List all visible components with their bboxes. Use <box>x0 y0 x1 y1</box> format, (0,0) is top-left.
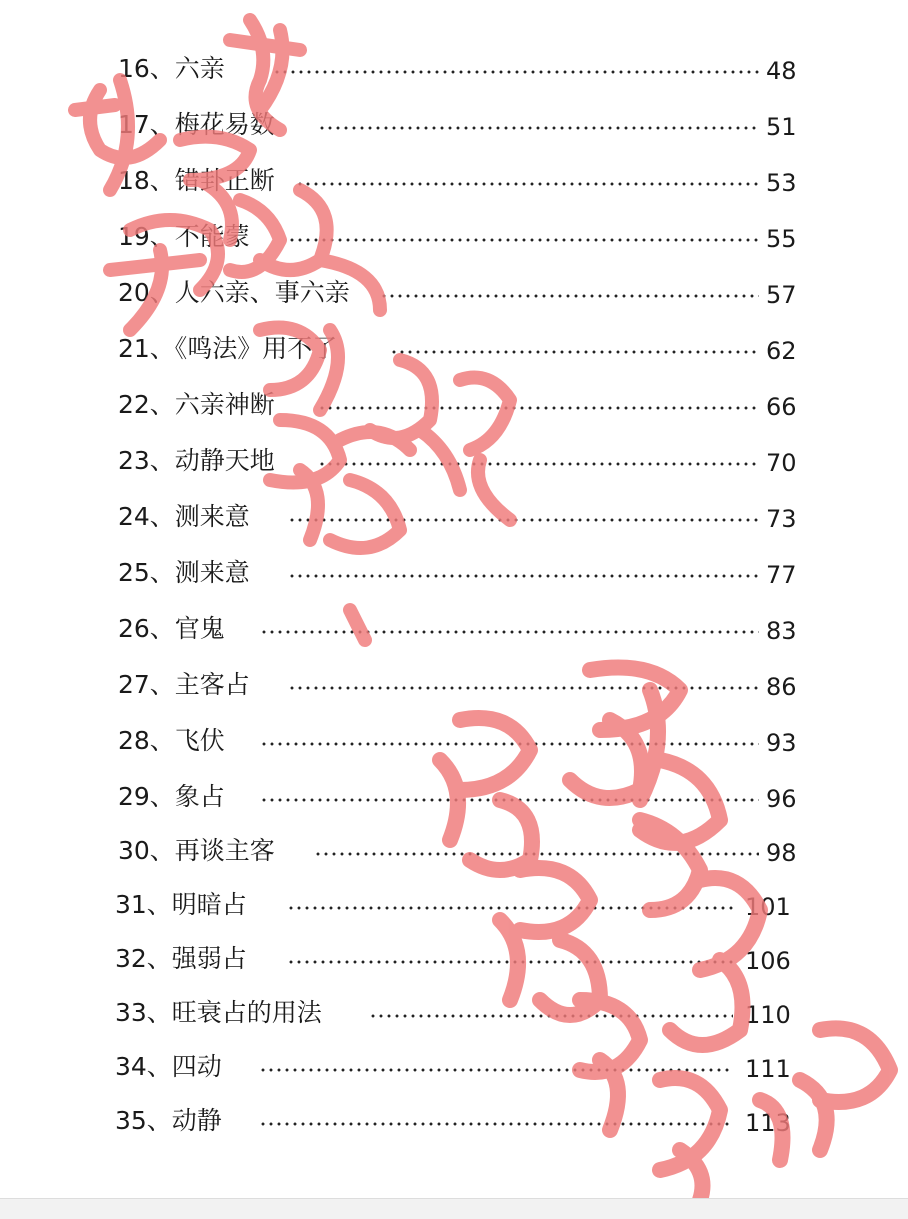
dot-leader <box>287 959 733 965</box>
toc-entry-title: 35、动静 <box>115 1106 222 1135</box>
toc-entry-title: 27、主客占 <box>118 670 250 699</box>
toc-entry-title: 26、官鬼 <box>118 614 225 643</box>
dot-leader <box>259 1121 733 1127</box>
toc-entry[interactable] <box>118 442 798 482</box>
dot-leader <box>288 685 759 691</box>
toc-entry[interactable] <box>118 218 798 258</box>
dot-leader <box>390 349 759 355</box>
dot-leader <box>288 573 759 579</box>
dot-leader <box>260 629 759 635</box>
toc-entry-title: 29、象占 <box>118 782 225 811</box>
toc-entry[interactable] <box>118 554 798 594</box>
dot-leader <box>369 1013 733 1019</box>
dot-leader <box>318 461 759 467</box>
dot-leader <box>288 237 759 243</box>
toc-entry[interactable] <box>118 498 798 538</box>
toc-entry-title: 28、飞伏 <box>118 726 225 755</box>
toc-entry-page: 110 <box>745 1001 791 1029</box>
toc-entry-page: 48 <box>766 57 797 85</box>
toc-entry[interactable] <box>118 778 798 818</box>
toc-entry-title: 16、六亲 <box>118 54 225 83</box>
toc-entry-title: 22、六亲神断 <box>118 390 275 419</box>
toc-entry[interactable] <box>118 722 798 762</box>
toc-entry-title: 19、不能蒙 <box>118 222 250 251</box>
dot-leader <box>260 741 759 747</box>
dot-leader <box>273 69 759 75</box>
toc-entry-title: 23、动静天地 <box>118 446 275 475</box>
toc-entry-page: 77 <box>766 561 797 589</box>
dot-leader <box>296 181 759 187</box>
toc-entry-title: 33、旺衰占的用法 <box>115 998 322 1027</box>
toc-entry-page: 57 <box>766 281 797 309</box>
dot-leader <box>314 851 759 857</box>
toc-entry-title: 30、再谈主客 <box>118 836 275 865</box>
toc-entry[interactable] <box>118 106 798 146</box>
toc-entry-page: 51 <box>766 113 797 141</box>
toc-entry-page: 55 <box>766 225 797 253</box>
dot-leader <box>259 1067 733 1073</box>
toc-entry-page: 62 <box>766 337 797 365</box>
dot-leader <box>318 405 759 411</box>
dot-leader <box>287 905 733 911</box>
toc-entry-page: 73 <box>766 505 797 533</box>
toc-entry-title: 21、《鸣法》用不了 <box>118 334 338 363</box>
toc-entry[interactable] <box>115 1048 795 1088</box>
toc-entry[interactable] <box>118 50 798 90</box>
toc-entry[interactable] <box>118 162 798 202</box>
toc-entry-page: 111 <box>745 1055 791 1083</box>
toc-entry[interactable] <box>118 666 798 706</box>
toc-entry[interactable] <box>118 274 798 314</box>
toc-entry-page: 93 <box>766 729 797 757</box>
dot-leader <box>318 125 759 131</box>
dot-leader <box>380 293 759 299</box>
toc-entry-page: 86 <box>766 673 797 701</box>
toc-entry-page: 83 <box>766 617 797 645</box>
toc-entry[interactable] <box>118 386 798 426</box>
toc-entry-title: 24、测来意 <box>118 502 250 531</box>
toc-entry[interactable] <box>115 994 795 1034</box>
toc-entry-page: 96 <box>766 785 797 813</box>
toc-entry-title: 17、梅花易数 <box>118 110 275 139</box>
toc-entry-page: 66 <box>766 393 797 421</box>
toc-entry[interactable] <box>115 940 795 980</box>
toc-entry-title: 20、人六亲、事六亲 <box>118 278 350 307</box>
toc-entry[interactable] <box>118 832 798 872</box>
toc-entry-title: 34、四动 <box>115 1052 222 1081</box>
page-bottom-edge <box>0 1198 908 1219</box>
toc-entry-page: 101 <box>745 893 791 921</box>
toc-entry-title: 32、强弱占 <box>115 944 247 973</box>
toc-entry-title: 31、明暗占 <box>115 890 247 919</box>
toc-entry-page: 70 <box>766 449 797 477</box>
toc-entry-page: 106 <box>745 947 791 975</box>
toc-entry[interactable] <box>118 330 798 370</box>
toc-entry[interactable] <box>115 1102 795 1142</box>
dot-leader <box>288 517 759 523</box>
toc-entry[interactable] <box>118 610 798 650</box>
toc-entry-title: 18、错卦正断 <box>118 166 275 195</box>
toc-entry-page: 53 <box>766 169 797 197</box>
toc-entry-title: 25、测来意 <box>118 558 250 587</box>
toc-entry[interactable] <box>115 886 795 926</box>
toc-entry-page: 113 <box>745 1109 791 1137</box>
dot-leader <box>260 797 759 803</box>
toc-entry-page: 98 <box>766 839 797 867</box>
